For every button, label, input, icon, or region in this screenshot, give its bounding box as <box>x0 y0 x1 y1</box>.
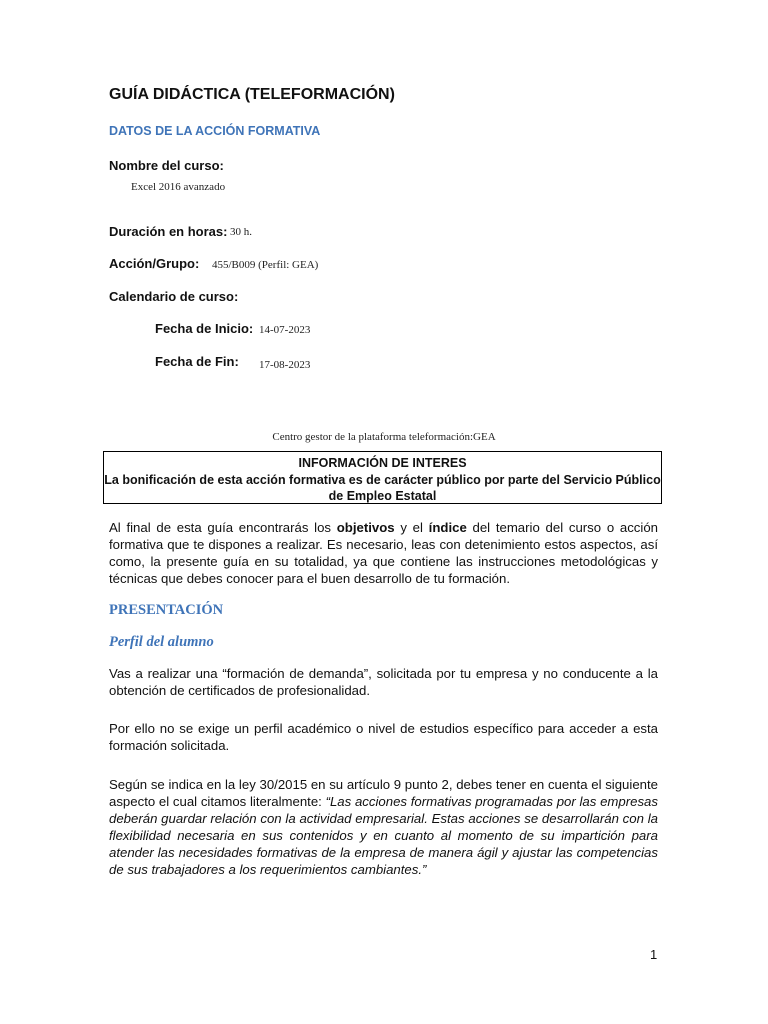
course-name-value: Excel 2016 avanzado <box>131 181 226 193</box>
profile-heading: Perfil del alumno <box>109 634 214 650</box>
law-quote: “Las acciones formativas programadas por las empresas deberán guardar relación con la actividad empresarial. Estas acciones se desarrollarán con la flexibilidad necesaria en sus contenidos y en cuanto al momento de su impartición para atender las necesidades formativas de la empresa de manera ágil y ajustar las competencias de sus trabajadores a los requerimientos cambiantes.” <box>109 794 658 877</box>
page-number: 1 <box>650 947 658 962</box>
start-date-value: 14-07-2023 <box>259 324 311 336</box>
presentation-heading: PRESENTACIÓN <box>109 602 224 618</box>
platform-manager-note: Centro gestor de la plataforma teleformación:GEA <box>272 431 496 443</box>
duration-label: Duración en horas: <box>109 224 228 239</box>
duration-value: 30 h. <box>230 226 252 238</box>
end-date-label: Fecha de Fin: <box>155 354 239 369</box>
intro-text: y el <box>394 520 429 535</box>
intro-bold-objectives: objetivos <box>336 520 395 535</box>
end-date-value: 17-08-2023 <box>259 359 311 371</box>
section-heading: DATOS DE LA ACCIÓN FORMATIVA <box>109 124 321 138</box>
group-label: Acción/Grupo: <box>109 256 200 271</box>
intro-text: del temario del curso o acción formativa que te dispones a realizar. Es necesario, leas con detenimiento estos aspectos, así como, la presente guía en su totalidad, ya que contiene las instrucciones metodológicas y técnicas que debes conocer para el buen desarrollo de tu formación. <box>109 520 658 586</box>
info-box-heading: INFORMACIÓN DE INTERES <box>298 456 467 470</box>
calendar-label: Calendario de curso: <box>109 289 239 304</box>
course-name-label: Nombre del curso: <box>109 158 224 173</box>
paragraph-profile: Por ello no se exige un perfil académico o nivel de estudios específico para acceder a esta formación solicitada. <box>109 721 658 753</box>
info-box-line2: de Empleo Estatal <box>328 489 437 503</box>
group-value: 455/B009 (Perfil: GEA) <box>212 259 319 271</box>
info-box <box>103 451 662 504</box>
law-text: Según se indica en la ley 30/2015 en su artículo 9 punto 2, debes tener en cuenta el siguiente aspecto el cual citamos literalmente: <box>109 777 658 809</box>
start-date-label: Fecha de Inicio: <box>155 321 254 336</box>
intro-text: Al final de esta guía encontrarás los <box>109 520 337 535</box>
intro-paragraph <box>109 519 658 587</box>
paragraph-demand: Vas a realizar una “formación de demanda”, solicitada por tu empresa y no conducente a la obtención de certificados de profesionalidad. <box>109 666 658 698</box>
intro-bold-index: índice <box>428 520 467 535</box>
paragraph-law-quote <box>109 776 658 878</box>
info-box-line1: La bonificación de esta acción formativa es de carácter público por parte del Servicio Público <box>104 472 661 487</box>
document-title: GUÍA DIDÁCTICA (TELEFORMACIÓN) <box>109 86 395 103</box>
